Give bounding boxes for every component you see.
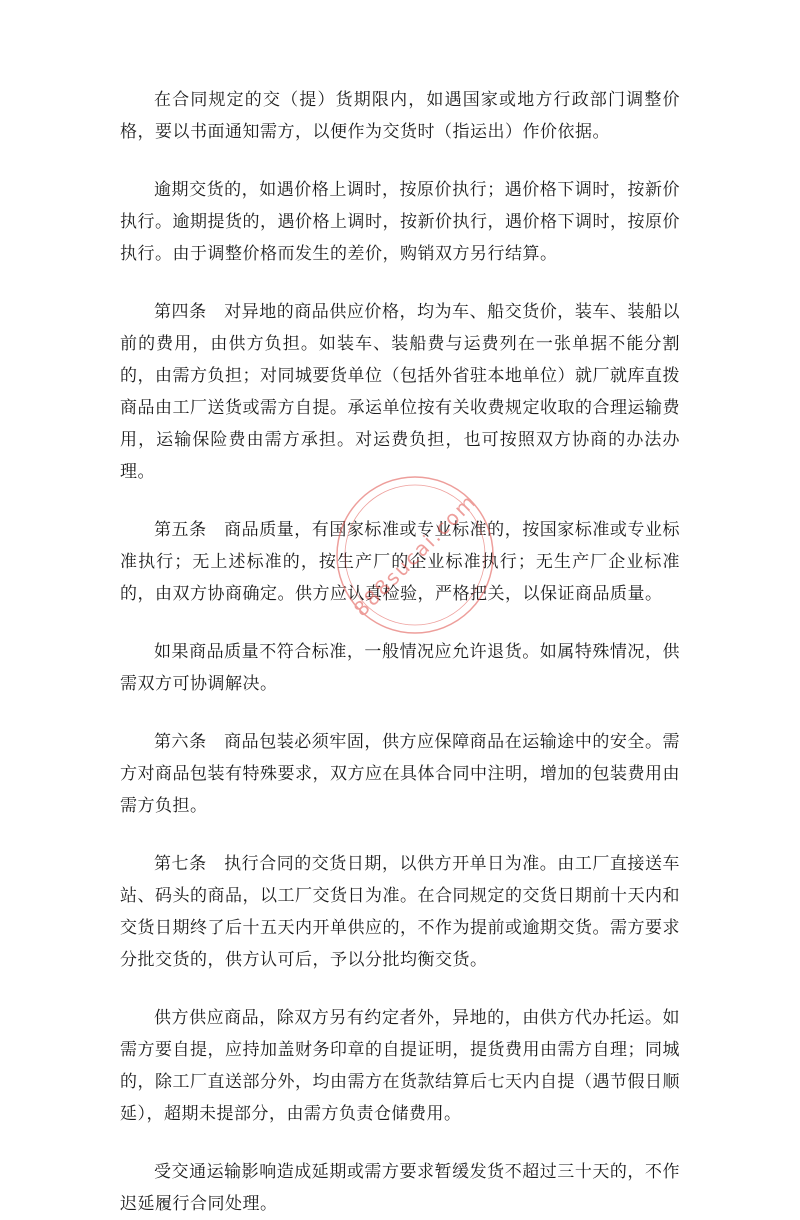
paragraph-article-6: 第六条 商品包装必须牢固，供方应保障商品在运输途中的安全。需方对商品包装有特殊要求，双方应在具体合同中注明，增加的包装费用由需方负担。 — [120, 732, 680, 816]
paragraph-quality-return: 如果商品质量不符合标准，一般情况应允许退货。如属特殊情况，供需双方可协调解决。 — [120, 642, 680, 694]
paragraph-article-4: 第四条 对异地的商品供应价格，均为车、船交货价，装车、装船以前的费用，由供方负担。如装车、装船费与运费列在一张单据不能分割的，由需方负担；对同城要货单位（包括外省驻本地单位）就厂就库直拨商品由工厂送货或需方自提。承运单位按有关收费规定收取的合理运输费用，运输保险费由需方承担。对运费负担，也可按照双方协商的办法办理。 — [120, 302, 680, 482]
paragraph-price-adjustment: 在合同规定的交（提）货期限内，如遇国家或地方行政部门调整价格，要以书面通知需方，以便作为交货时（指运出）作价依据。 — [120, 90, 680, 142]
paragraph-self-pickup: 供方供应商品，除双方另有约定者外，异地的，由供方代办托运。如需方要自提，应持加盖财务印章的自提证明，提货费用由需方自理；同城的，除工厂直送部分外，均由需方在货款结算后七天内自提（遇节假日顺延），超期未提部分，由需方负责仓储费用。 — [120, 1008, 680, 1124]
watermark-text: 888sucai.com — [348, 488, 482, 622]
paragraph-overdue-delivery: 逾期交货的，如遇价格上调时，按原价执行；遇价格下调时，按新价执行。逾期提货的，遇价格上调时，按新价执行，遇价格下调时，按原价执行。由于调整价格而发生的差价，购销双方另行结算。 — [120, 180, 680, 264]
paragraph-article-5: 第五条 商品质量，有国家标准或专业标准的，按国家标准或专业标准执行；无上述标准的，按生产厂的企业标准执行；无生产厂企业标准的，由双方协商确定。供方应认真检验，严格把关，以保证商品质量。 — [120, 520, 680, 604]
paragraph-article-7: 第七条 执行合同的交货日期，以供方开单日为准。由工厂直接送车站、码头的商品，以工厂交货日为准。在合同规定的交货日期前十天内和交货日期终了后十五天内开单供应的，不作为提前或逾期交货。需方要求分批交货的，供方认可后，予以分批均衡交货。 — [120, 854, 680, 970]
paragraph-transport-delay: 受交通运输影响造成延期或需方要求暂缓发货不超过三十天的，不作迟延履行合同处理。 — [120, 1162, 680, 1214]
